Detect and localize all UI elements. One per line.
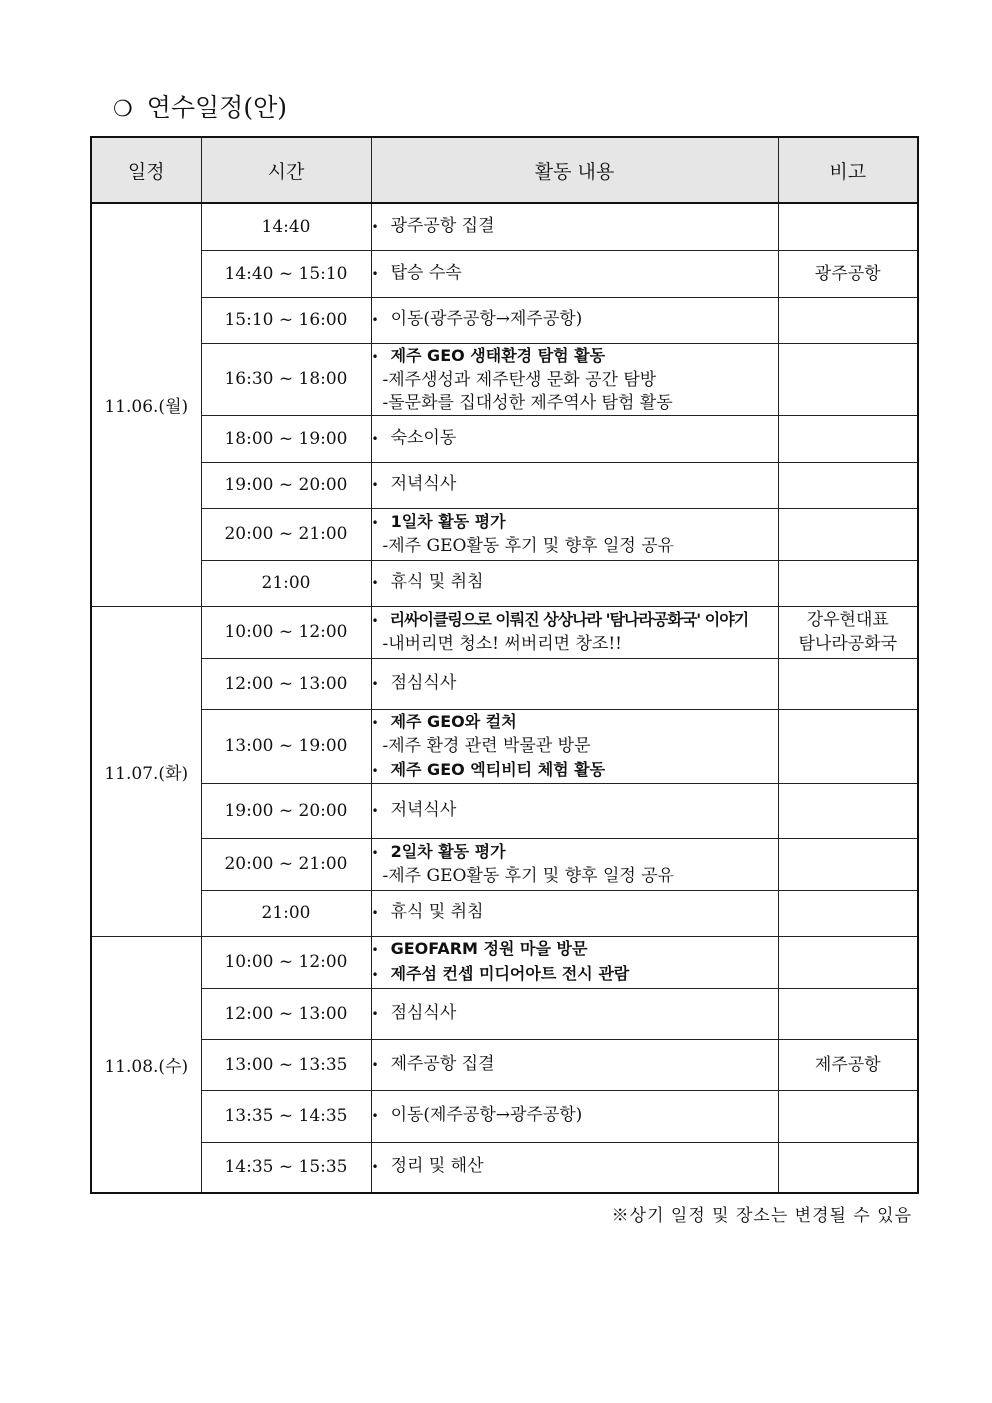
activity-text: 점심식사 xyxy=(390,672,457,693)
activity-cell xyxy=(371,343,778,415)
activity-cell xyxy=(371,1142,778,1193)
activity-line xyxy=(372,1104,778,1128)
note-cell xyxy=(778,658,918,709)
bullet-icon: • xyxy=(371,803,379,818)
activity-cell xyxy=(371,709,778,783)
activity-subline xyxy=(372,735,778,758)
note-cell xyxy=(778,709,918,783)
table-row xyxy=(91,658,918,709)
time-cell: 15:10 ~ 16:00 xyxy=(201,297,371,343)
day-date-cell: 11.08.(수) xyxy=(91,936,201,1193)
note-cell xyxy=(778,988,918,1039)
activity-text: 휴식 및 취침 xyxy=(390,572,484,592)
activity-text: 숙소이동 xyxy=(390,427,457,448)
activity-line xyxy=(372,1002,778,1026)
time-cell: 10:00 ~ 12:00 xyxy=(201,606,371,658)
time-cell: 20:00 ~ 21:00 xyxy=(201,508,371,560)
bullet-icon: • xyxy=(371,1057,379,1072)
activity-text: 제주섬 컨셉 미디어아트 전시 관람 xyxy=(390,964,630,983)
activity-text: 점심식사 xyxy=(390,1002,457,1023)
bullet-icon: • xyxy=(371,763,379,778)
bullet-icon: • xyxy=(371,478,379,492)
time-cell: 13:35 ~ 14:35 xyxy=(201,1090,371,1142)
activity-line xyxy=(372,799,778,823)
bullet-icon: • xyxy=(371,846,379,860)
header-time: 시간 xyxy=(201,137,371,203)
header-activity: 활동 내용 xyxy=(371,137,778,203)
note-cell xyxy=(778,1090,918,1142)
table-row xyxy=(91,709,918,783)
activity-text: 탑승 수속 xyxy=(390,262,462,283)
time-cell: 14:40 ~ 15:10 xyxy=(201,250,371,297)
note-cell xyxy=(778,936,918,988)
time-cell: 12:00 ~ 13:00 xyxy=(201,988,371,1039)
activity-line xyxy=(372,308,778,332)
activity-text: -제주 GEO활동 후기 및 향후 일정 공유 xyxy=(382,866,675,886)
bullet-icon: • xyxy=(371,676,379,691)
activity-line xyxy=(372,571,778,595)
activity-text: 리싸이클링으로 이뤄진 상상나라 '탐나라공화국' 이야기 xyxy=(389,610,749,629)
activity-line xyxy=(372,427,778,451)
activity-line xyxy=(372,672,778,696)
note-cell xyxy=(778,415,918,462)
activity-subline xyxy=(372,535,778,558)
note-cell xyxy=(778,606,918,658)
time-cell: 14:35 ~ 15:35 xyxy=(201,1142,371,1193)
activity-cell xyxy=(371,1039,778,1090)
note-cell xyxy=(778,297,918,343)
bullet-icon: • xyxy=(371,968,379,982)
time-cell: 19:00 ~ 20:00 xyxy=(201,783,371,838)
time-cell: 20:00 ~ 21:00 xyxy=(201,838,371,890)
activity-text: -제주 GEO활동 후기 및 향후 일정 공유 xyxy=(382,536,675,556)
activity-cell xyxy=(371,936,778,988)
table-row xyxy=(91,297,918,343)
note-cell xyxy=(778,462,918,508)
activity-text: -제주 환경 관련 박물관 방문 xyxy=(382,735,591,756)
activity-cell xyxy=(371,988,778,1039)
table-row xyxy=(91,343,918,415)
activity-line xyxy=(372,1155,778,1179)
note-cell xyxy=(778,1142,918,1193)
table-row xyxy=(91,1090,918,1142)
activity-line xyxy=(372,937,778,962)
time-cell: 14:40 xyxy=(201,203,371,250)
activity-line xyxy=(372,840,778,865)
note-text: 제주공항 xyxy=(814,1054,881,1075)
activity-cell xyxy=(371,560,778,606)
activity-cell xyxy=(371,658,778,709)
table-row xyxy=(91,1142,918,1193)
time-cell: 18:00 ~ 19:00 xyxy=(201,415,371,462)
title-text: 연수일정(안) xyxy=(146,93,287,122)
table-row xyxy=(91,838,918,890)
bullet-icon: • xyxy=(371,349,379,364)
table-row xyxy=(91,1039,918,1090)
bullet-icon: • xyxy=(371,906,379,920)
note-cell xyxy=(778,838,918,890)
header-date: 일정 xyxy=(91,137,201,203)
time-cell: 16:30 ~ 18:00 xyxy=(201,343,371,415)
note-cell xyxy=(778,250,918,297)
activity-text: 휴식 및 취침 xyxy=(390,902,484,922)
activity-cell xyxy=(371,1090,778,1142)
footnote: ※상기 일정 및 장소는 변경될 수 있음 xyxy=(611,1206,912,1226)
note-cell xyxy=(778,1039,918,1090)
table-row xyxy=(91,250,918,297)
table-row xyxy=(91,462,918,508)
activity-cell xyxy=(371,606,778,658)
time-cell: 10:00 ~ 12:00 xyxy=(201,936,371,988)
note-text: 광주공항 xyxy=(814,263,881,284)
activity-cell xyxy=(371,838,778,890)
activity-line xyxy=(372,510,778,535)
bullet-icon: • xyxy=(371,431,379,446)
schedule-body xyxy=(91,203,918,1193)
activity-text: 이동(제주공항→광주공항) xyxy=(390,1105,583,1125)
activity-text: 1일차 활동 평가 xyxy=(390,512,506,531)
note-cell xyxy=(778,890,918,936)
time-cell: 19:00 ~ 20:00 xyxy=(201,462,371,508)
activity-cell xyxy=(371,462,778,508)
activity-text: 이동(광주공항→제주공항) xyxy=(390,309,583,329)
activity-line xyxy=(372,710,778,735)
header-note: 비고 xyxy=(778,137,918,203)
time-cell: 13:00 ~ 13:35 xyxy=(201,1039,371,1090)
time-cell: 12:00 ~ 13:00 xyxy=(201,658,371,709)
circle-bullet-icon: ❍ xyxy=(113,97,133,122)
time-cell: 13:00 ~ 19:00 xyxy=(201,709,371,783)
activity-cell xyxy=(371,203,778,250)
table-row xyxy=(91,988,918,1039)
note-cell xyxy=(778,203,918,250)
activity-subline xyxy=(372,865,778,888)
table-row xyxy=(91,560,918,606)
day-date-cell: 11.06.(월) xyxy=(91,203,201,606)
note-text: 탐나라공화국 xyxy=(798,634,898,654)
activity-subline xyxy=(372,392,778,415)
table-row xyxy=(91,203,918,250)
activity-text: 광주공항 집결 xyxy=(390,215,495,236)
activity-cell xyxy=(371,508,778,560)
activity-line xyxy=(372,608,778,633)
time-cell: 21:00 xyxy=(201,890,371,936)
table-row xyxy=(91,415,918,462)
document-title xyxy=(113,88,287,124)
activity-text: -돌문화를 집대성한 제주역사 탐험 활동 xyxy=(382,392,673,413)
activity-text: GEOFARM 정원 마을 방문 xyxy=(390,939,588,958)
bullet-icon: • xyxy=(371,1109,379,1123)
activity-text: -제주생성과 제주탄생 문화 공간 탐방 xyxy=(382,369,657,390)
activity-line xyxy=(372,215,778,239)
activity-subline xyxy=(372,369,778,392)
note-cell xyxy=(778,560,918,606)
activity-text: 제주 GEO와 컬처 xyxy=(390,711,517,731)
table-row xyxy=(91,606,918,658)
activity-text: 정리 및 해산 xyxy=(390,1156,484,1177)
note-cell xyxy=(778,783,918,838)
activity-line xyxy=(372,262,778,286)
bullet-icon: • xyxy=(371,576,379,590)
schedule-table xyxy=(90,136,919,1194)
bullet-icon: • xyxy=(371,1160,379,1175)
table-row xyxy=(91,783,918,838)
bullet-icon: • xyxy=(371,715,379,730)
day-date-cell: 11.07.(화) xyxy=(91,606,201,936)
activity-text: 저녁식사 xyxy=(390,799,457,820)
activity-line xyxy=(372,962,778,987)
activity-line xyxy=(372,1053,778,1077)
header-row xyxy=(91,137,918,203)
note-cell xyxy=(778,343,918,415)
activity-cell xyxy=(371,297,778,343)
activity-text: 제주 GEO 생태환경 탐험 활동 xyxy=(390,345,606,365)
note-text: 강우현대표 xyxy=(806,610,889,630)
activity-subline xyxy=(372,633,778,656)
bullet-icon: • xyxy=(371,1006,379,1021)
activity-text: 저녁식사 xyxy=(390,474,457,494)
activity-line xyxy=(372,901,778,925)
table-row xyxy=(91,890,918,936)
bullet-icon: • xyxy=(371,614,378,628)
activity-cell xyxy=(371,250,778,297)
activity-cell xyxy=(371,783,778,838)
activity-line xyxy=(372,758,778,783)
activity-text: 제주공항 집결 xyxy=(390,1053,495,1074)
activity-line xyxy=(372,344,778,369)
activity-text: 제주 GEO 엑티비티 체험 활동 xyxy=(390,759,606,779)
time-cell: 21:00 xyxy=(201,560,371,606)
activity-cell xyxy=(371,890,778,936)
bullet-icon: • xyxy=(371,943,379,957)
activity-text: -내버리면 청소! 써버리면 창조!! xyxy=(382,634,623,654)
table-row xyxy=(91,508,918,560)
bullet-icon: • xyxy=(371,266,379,281)
activity-cell xyxy=(371,415,778,462)
bullet-icon: • xyxy=(371,313,379,327)
activity-text: 2일차 활동 평가 xyxy=(390,842,506,861)
bullet-icon: • xyxy=(371,516,379,530)
table-row xyxy=(91,936,918,988)
note-cell xyxy=(778,508,918,560)
bullet-icon: • xyxy=(371,219,379,234)
activity-line xyxy=(372,473,778,497)
